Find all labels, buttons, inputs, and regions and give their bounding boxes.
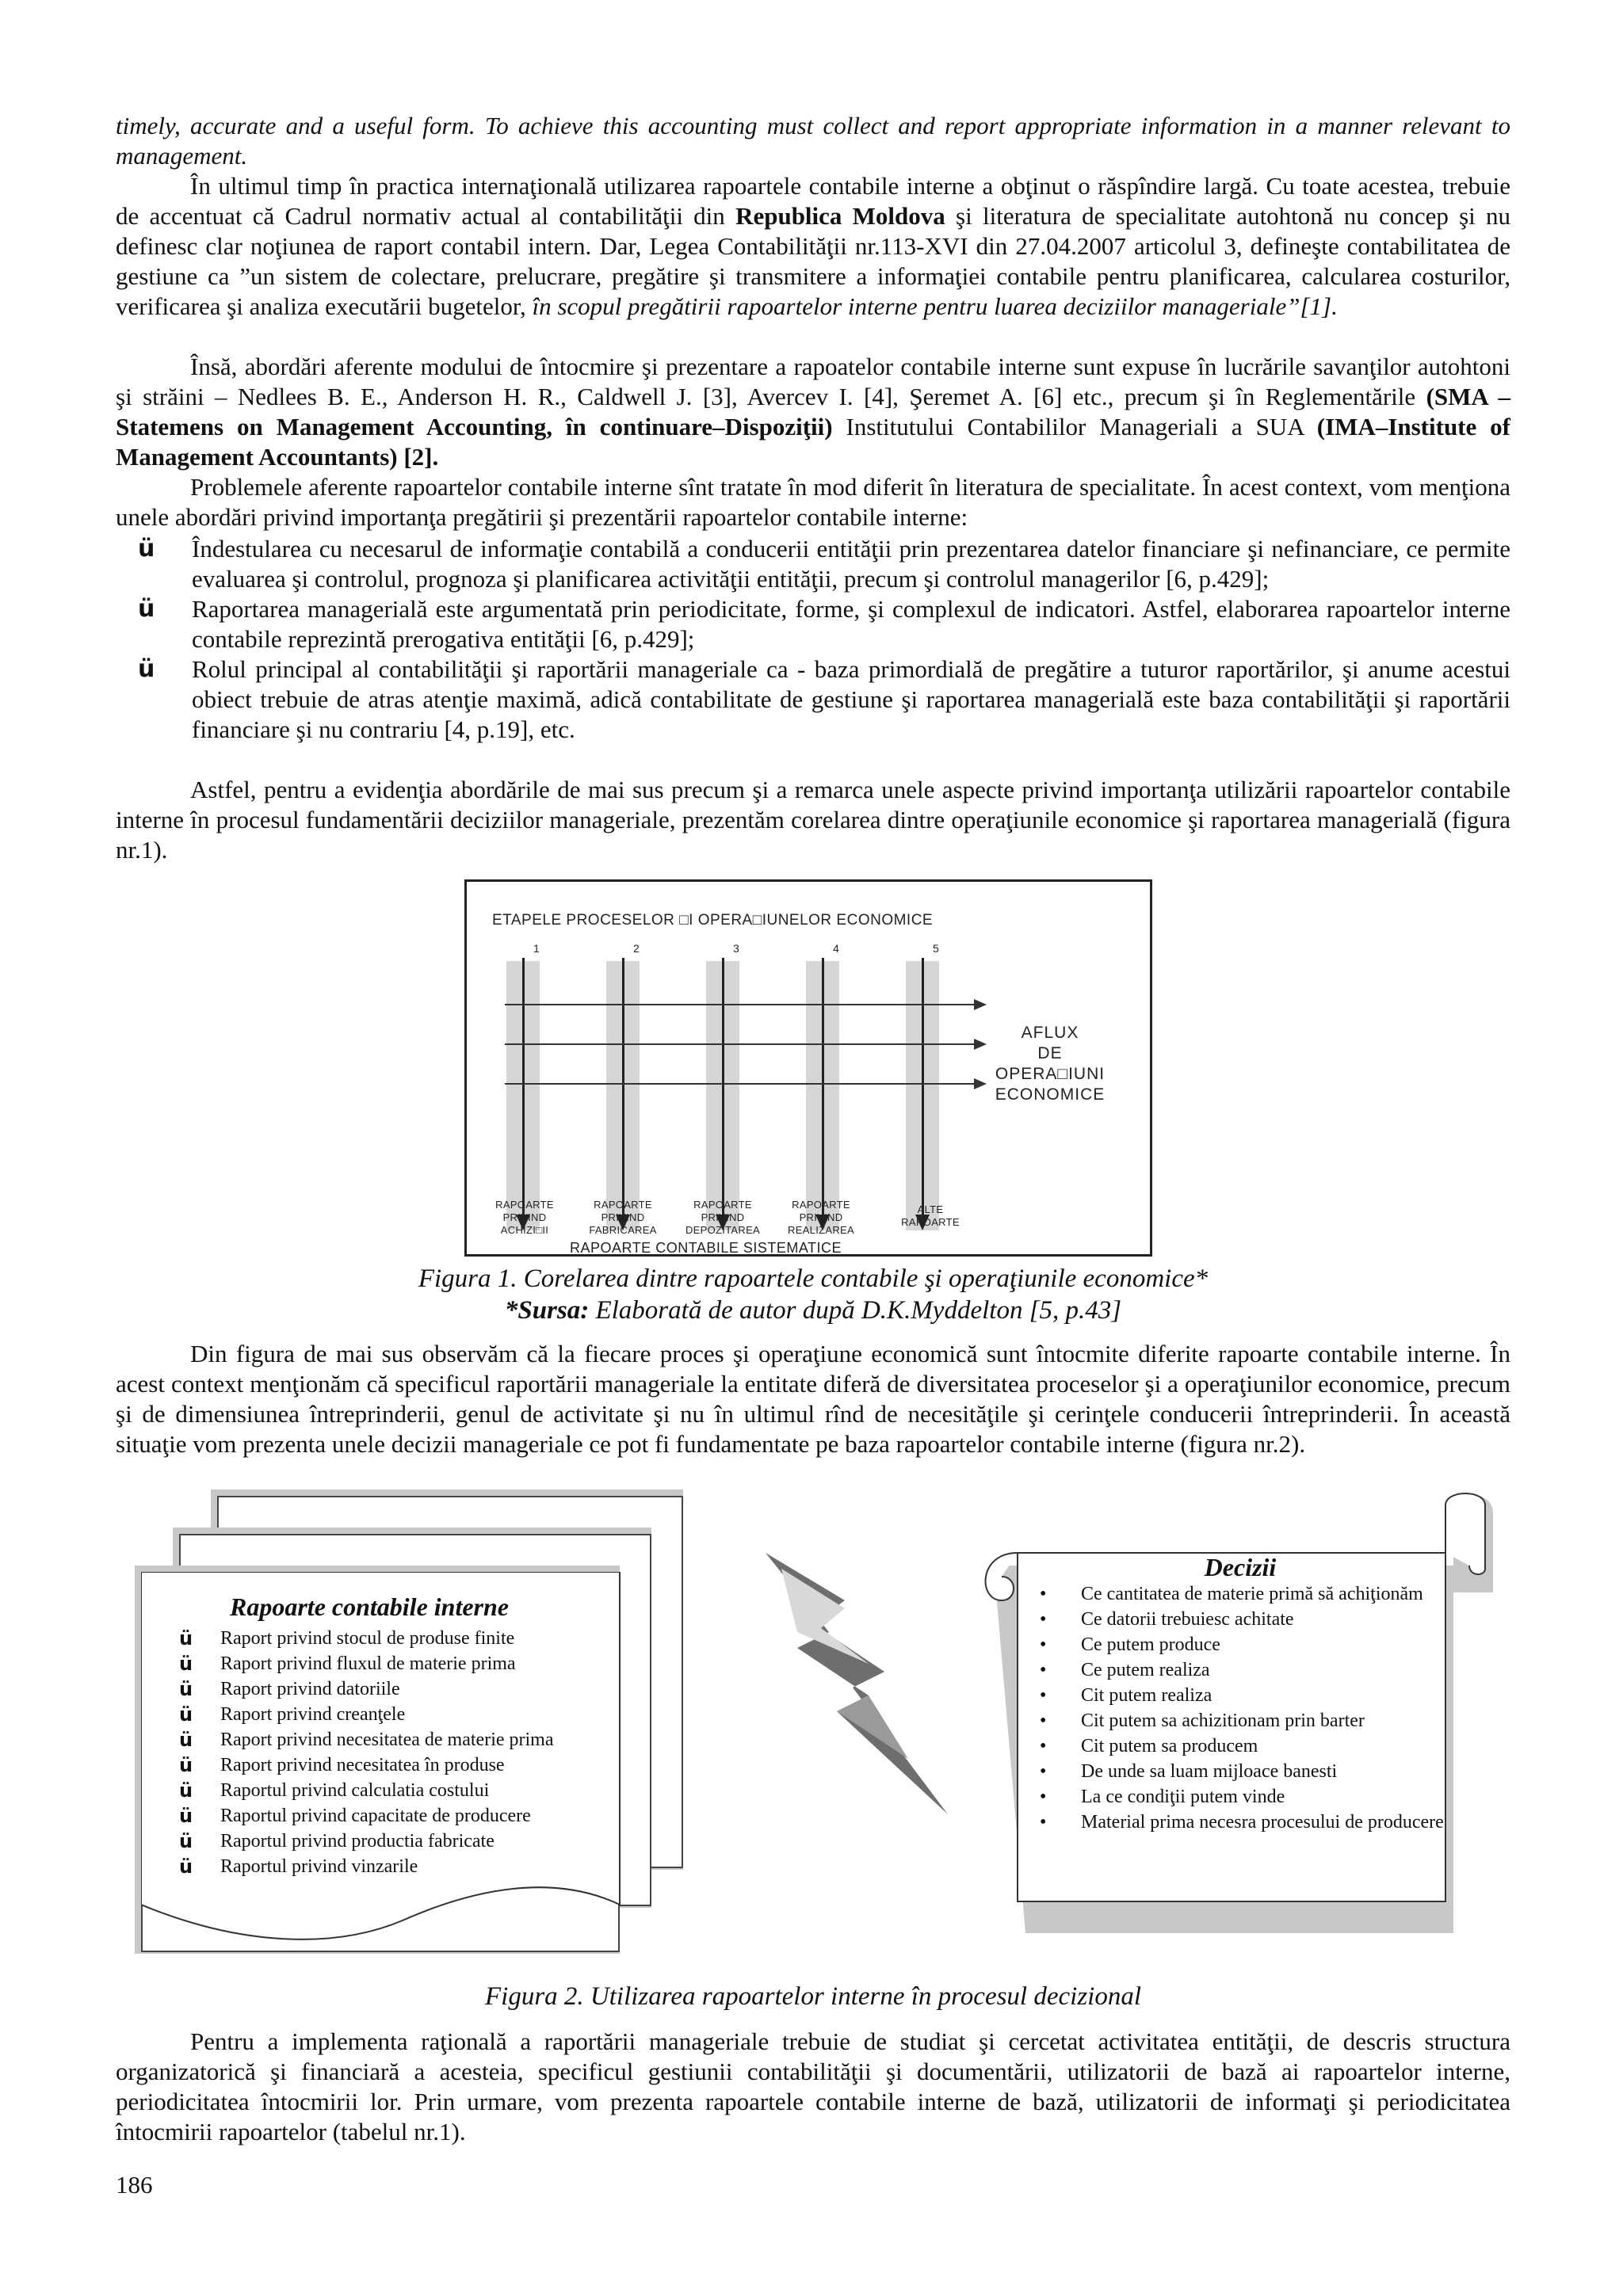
checkmark-icon: ü: [179, 1678, 193, 1700]
list-item: • Material prima necesra procesului de producere: [1040, 1810, 1452, 1835]
figure-2-diagram: [116, 1489, 1510, 1965]
list-item: ü Raport privind datoriile: [179, 1678, 400, 1700]
figure-2-caption: Figura 2. Utilizarea rapoartelor interne în procesul decizional: [485, 1982, 1141, 2011]
reports-title: Rapoarte contabile interne: [230, 1592, 509, 1621]
report-label: ALTE RAPOARTE: [901, 1203, 960, 1228]
down-arrow: [922, 958, 924, 1221]
figure-1-caption: Figura 1. Corelarea dintre rapoartele contabile şi operaţiunile economice*: [418, 1264, 1209, 1293]
column-number: 2: [633, 942, 640, 955]
column-number: 3: [733, 942, 739, 955]
list-item: • Ce datorii trebuiesc achitate: [1040, 1607, 1452, 1632]
lightning-bolt-icon: [750, 1553, 987, 1838]
checkmark-icon: ü: [179, 1627, 193, 1650]
list-item: ü Raport privind fluxul de materie prima: [179, 1653, 516, 1675]
paragraph-english-quote: timely, accurate and a useful form. To achieve this accounting must collect and report appropriate information in a manner relevant to management.: [116, 112, 1510, 170]
paragraph-6: Pentru a implementa raţională a raportării manageriale trebuie de studiat şi cercetat activitatea entităţii, de descris structura organizatorică şi financiară a acesteia, specificul gestiunii contabilităţii şi documentării, utilizatorii de bază ai rapoartelor interne, periodicitatea întocmirii lor. Prin urmare, vom prezenta rapoartele contabile interne de bază, utilizatorii de informaţi şi periodicitatea întocmirii rapoartelor (tabelul nr.1).: [116, 2027, 1510, 2145]
figure-1-source: *Sursa: Elaborată de autor după D.K.Myddelton [5, p.43]: [504, 1296, 1122, 1325]
list-item: • Ce cantitatea de materie primă să achiţionăm: [1040, 1581, 1452, 1607]
checkmark-icon: ü: [138, 595, 155, 623]
checkmark-icon: ü: [138, 655, 155, 683]
checkmark-icon: ü: [179, 1830, 193, 1852]
arrowhead-icon: [974, 999, 987, 1010]
down-arrow: [722, 958, 724, 1221]
paragraph-5: Din figura de mai sus observăm că la fiecare proces şi operaţiune economică sunt întocmite diferite rapoarte contabile interne. În acest context menţionăm că specificul raportării manageriale la entitate diferă de diversitatea proceselor şi a operaţiunilor economice, precum şi de dimensiunea întreprinderii, genul de activitate şi nu în ultimul rînd de necesităţile şi cerinţele conducerii întreprinderii. În această situaţie vom prezenta unele decizii manageriale ce pot fi fundamentate pe baza rapoartelor contabile interne (figura nr.2).: [116, 1340, 1510, 1458]
list-item: ü Raportul privind vinzarile: [179, 1855, 418, 1878]
list-item: ü Raport privind creanţele: [179, 1703, 406, 1726]
paragraph-3: Problemele aferente rapoartelor contabile interne sînt tratate în mod diferit în literatura de specialitate. În acest context, vom menţiona unele abordări privind importanţa pregătirii şi prezentării rapoartelor contabile interne:: [116, 473, 1510, 531]
report-label: RAPOARTE PRIVIND DEPOZITAREA: [685, 1199, 761, 1236]
report-label: RAPOARTE PRIVIND FABRICAREA: [589, 1199, 657, 1236]
list-item: ü Raport privind necesitatea de materie prima: [179, 1729, 554, 1751]
list-item: ü Raportul privind productia fabricate: [179, 1830, 495, 1852]
list-item: • Ce putem realiza: [1040, 1657, 1452, 1683]
paragraph-4: Astfel, pentru a evidenţia abordările de mai sus precum şi a remarca unele aspecte privind importanţa utilizării rapoartelor contabile interne în procesul fundamentării deciziilor manageriale, prezentăm corelarea dintre operaţiunile economice şi raportarea managerială (figura nr.1).: [116, 776, 1510, 864]
figure-1-title: ETAPELE PROCESELOR □I OPERA□IUNELOR ECONOMICE: [492, 912, 934, 929]
down-arrow: [822, 958, 824, 1221]
checkmark-icon: ü: [179, 1855, 193, 1878]
page-number: 186: [116, 2171, 153, 2199]
bullet-item-1: ü Îndestularea cu necesarul de informaţie contabilă a conducerii entităţii prin prezentarea datelor financiare şi nefinanciare, ce permite evaluarea şi controlul, prognoza şi planificarea activităţii entităţii, precum şi controlul managerilor [6, p.429];: [138, 535, 1510, 593]
flow-arrow: [505, 1083, 977, 1085]
list-item: ü Raport privind stocul de produse finite: [179, 1627, 515, 1650]
checkmark-icon: ü: [138, 535, 155, 563]
column-number: 4: [833, 942, 839, 955]
document-page: [116, 0, 1510, 2296]
report-label: RAPOARTE PRIVIND ACHIZI□II: [495, 1199, 554, 1236]
arrowhead-icon: [974, 1078, 987, 1089]
list-item: ü Raport privind necesitatea în produse: [179, 1754, 505, 1776]
paragraph-1: În ultimul timp în practica internaţională utilizarea rapoartele contabile interne a obţinut o răspîndire largă. Cu toate acestea, trebuie de accentuat că Cadrul normativ actual al contabilităţii din Republica Moldova şi literatura de specialitate autohtonă nu concep şi nu definesc clar noţiunea de raport contabil intern. Dar, Legea Contabilităţii nr.113-XVI din 27.04.2007 articolul 3, defineşte contabilitatea de gestiune ca ”un sistem de colectare, prelucrare, pregătire şi transmitere a informaţiei contabile pentru planificarea, calcularea costurilor, verificarea şi analiza executării bugetelor, în scopul pregătirii rapoartelor interne pentru luarea deciziilor manageriale”[1].: [116, 172, 1511, 320]
list-item: • Cit putem sa producem: [1040, 1733, 1452, 1759]
flow-arrow: [505, 1004, 977, 1005]
checkmark-icon: ü: [179, 1754, 193, 1776]
column-number: 5: [933, 942, 939, 955]
down-arrow: [622, 958, 624, 1221]
checkmark-icon: ü: [179, 1779, 193, 1802]
list-item: ü Raportul privind capacitate de producere: [179, 1805, 531, 1827]
aflux-label: AFLUX DE OPERA□IUNI ECONOMICE: [995, 1024, 1106, 1104]
list-item: • Ce putem produce: [1040, 1632, 1452, 1657]
flow-arrow: [505, 1043, 977, 1045]
list-item: • De unde sa luam mijloace banesti: [1040, 1759, 1452, 1784]
report-label: RAPOARTE PRIVIND REALIZAREA: [788, 1199, 854, 1236]
checkmark-icon: ü: [179, 1703, 193, 1726]
bullet-item-2: ü Raportarea managerială este argumentată prin periodicitate, forme, şi complexul de indicatori. Astfel, elaborarea rapoartelor interne contabile reprezintă prerogativa entităţii [6, p.429];: [138, 595, 1510, 653]
systematic-reports-label: RAPOARTE CONTABILE SISTEMATICE: [570, 1240, 842, 1256]
reports-list: [179, 1626, 554, 1879]
paragraph-2: Însă, abordări aferente modului de întocmire şi prezentare a rapoatelor contabile interne sunt expuse în lucrările savanţilor autohtoni şi străini – Nedlees B. E., Anderson H. R., Caldwell J. [3], Avercev I. [4], Şeremet A. [6] etc., precum şi în Reglementările (SMA – Statemens on Management Accounting, în continuare–Dispoziţii) Institutului Contabililor Manageriali a SUA (IMA–Institute of Management Accountants) [2].: [116, 353, 1510, 471]
down-arrow: [522, 958, 525, 1221]
figure-1-diagram: [464, 879, 1152, 1257]
decisions-list: [1040, 1581, 1452, 1835]
list-item: • Cit putem sa achizitionam prin barter: [1040, 1708, 1452, 1733]
list-item: ü Raportul privind calculatia costului: [179, 1779, 490, 1802]
column-number: 1: [533, 942, 540, 955]
checkmark-icon: ü: [179, 1805, 193, 1827]
bullet-item-3: ü Rolul principal al contabilităţii şi raportării manageriale ca - baza primordială de pregătire a tuturor raportărilor, şi anume acestui obiect trebuie de atras atenţie maximă, adică contabilitate de gestiune şi raportarea managerială este baza contabilităţii şi raportării financiare şi nu contrariu [4, p.19], etc.: [138, 655, 1510, 743]
list-item: • Cit putem realiza: [1040, 1683, 1452, 1708]
list-item: • La ce condiţii putem vinde: [1040, 1784, 1452, 1810]
arrowhead-icon: [974, 1039, 987, 1050]
checkmark-icon: ü: [179, 1729, 193, 1751]
decisions-title: Decizii: [1204, 1553, 1277, 1581]
checkmark-icon: ü: [179, 1653, 193, 1675]
